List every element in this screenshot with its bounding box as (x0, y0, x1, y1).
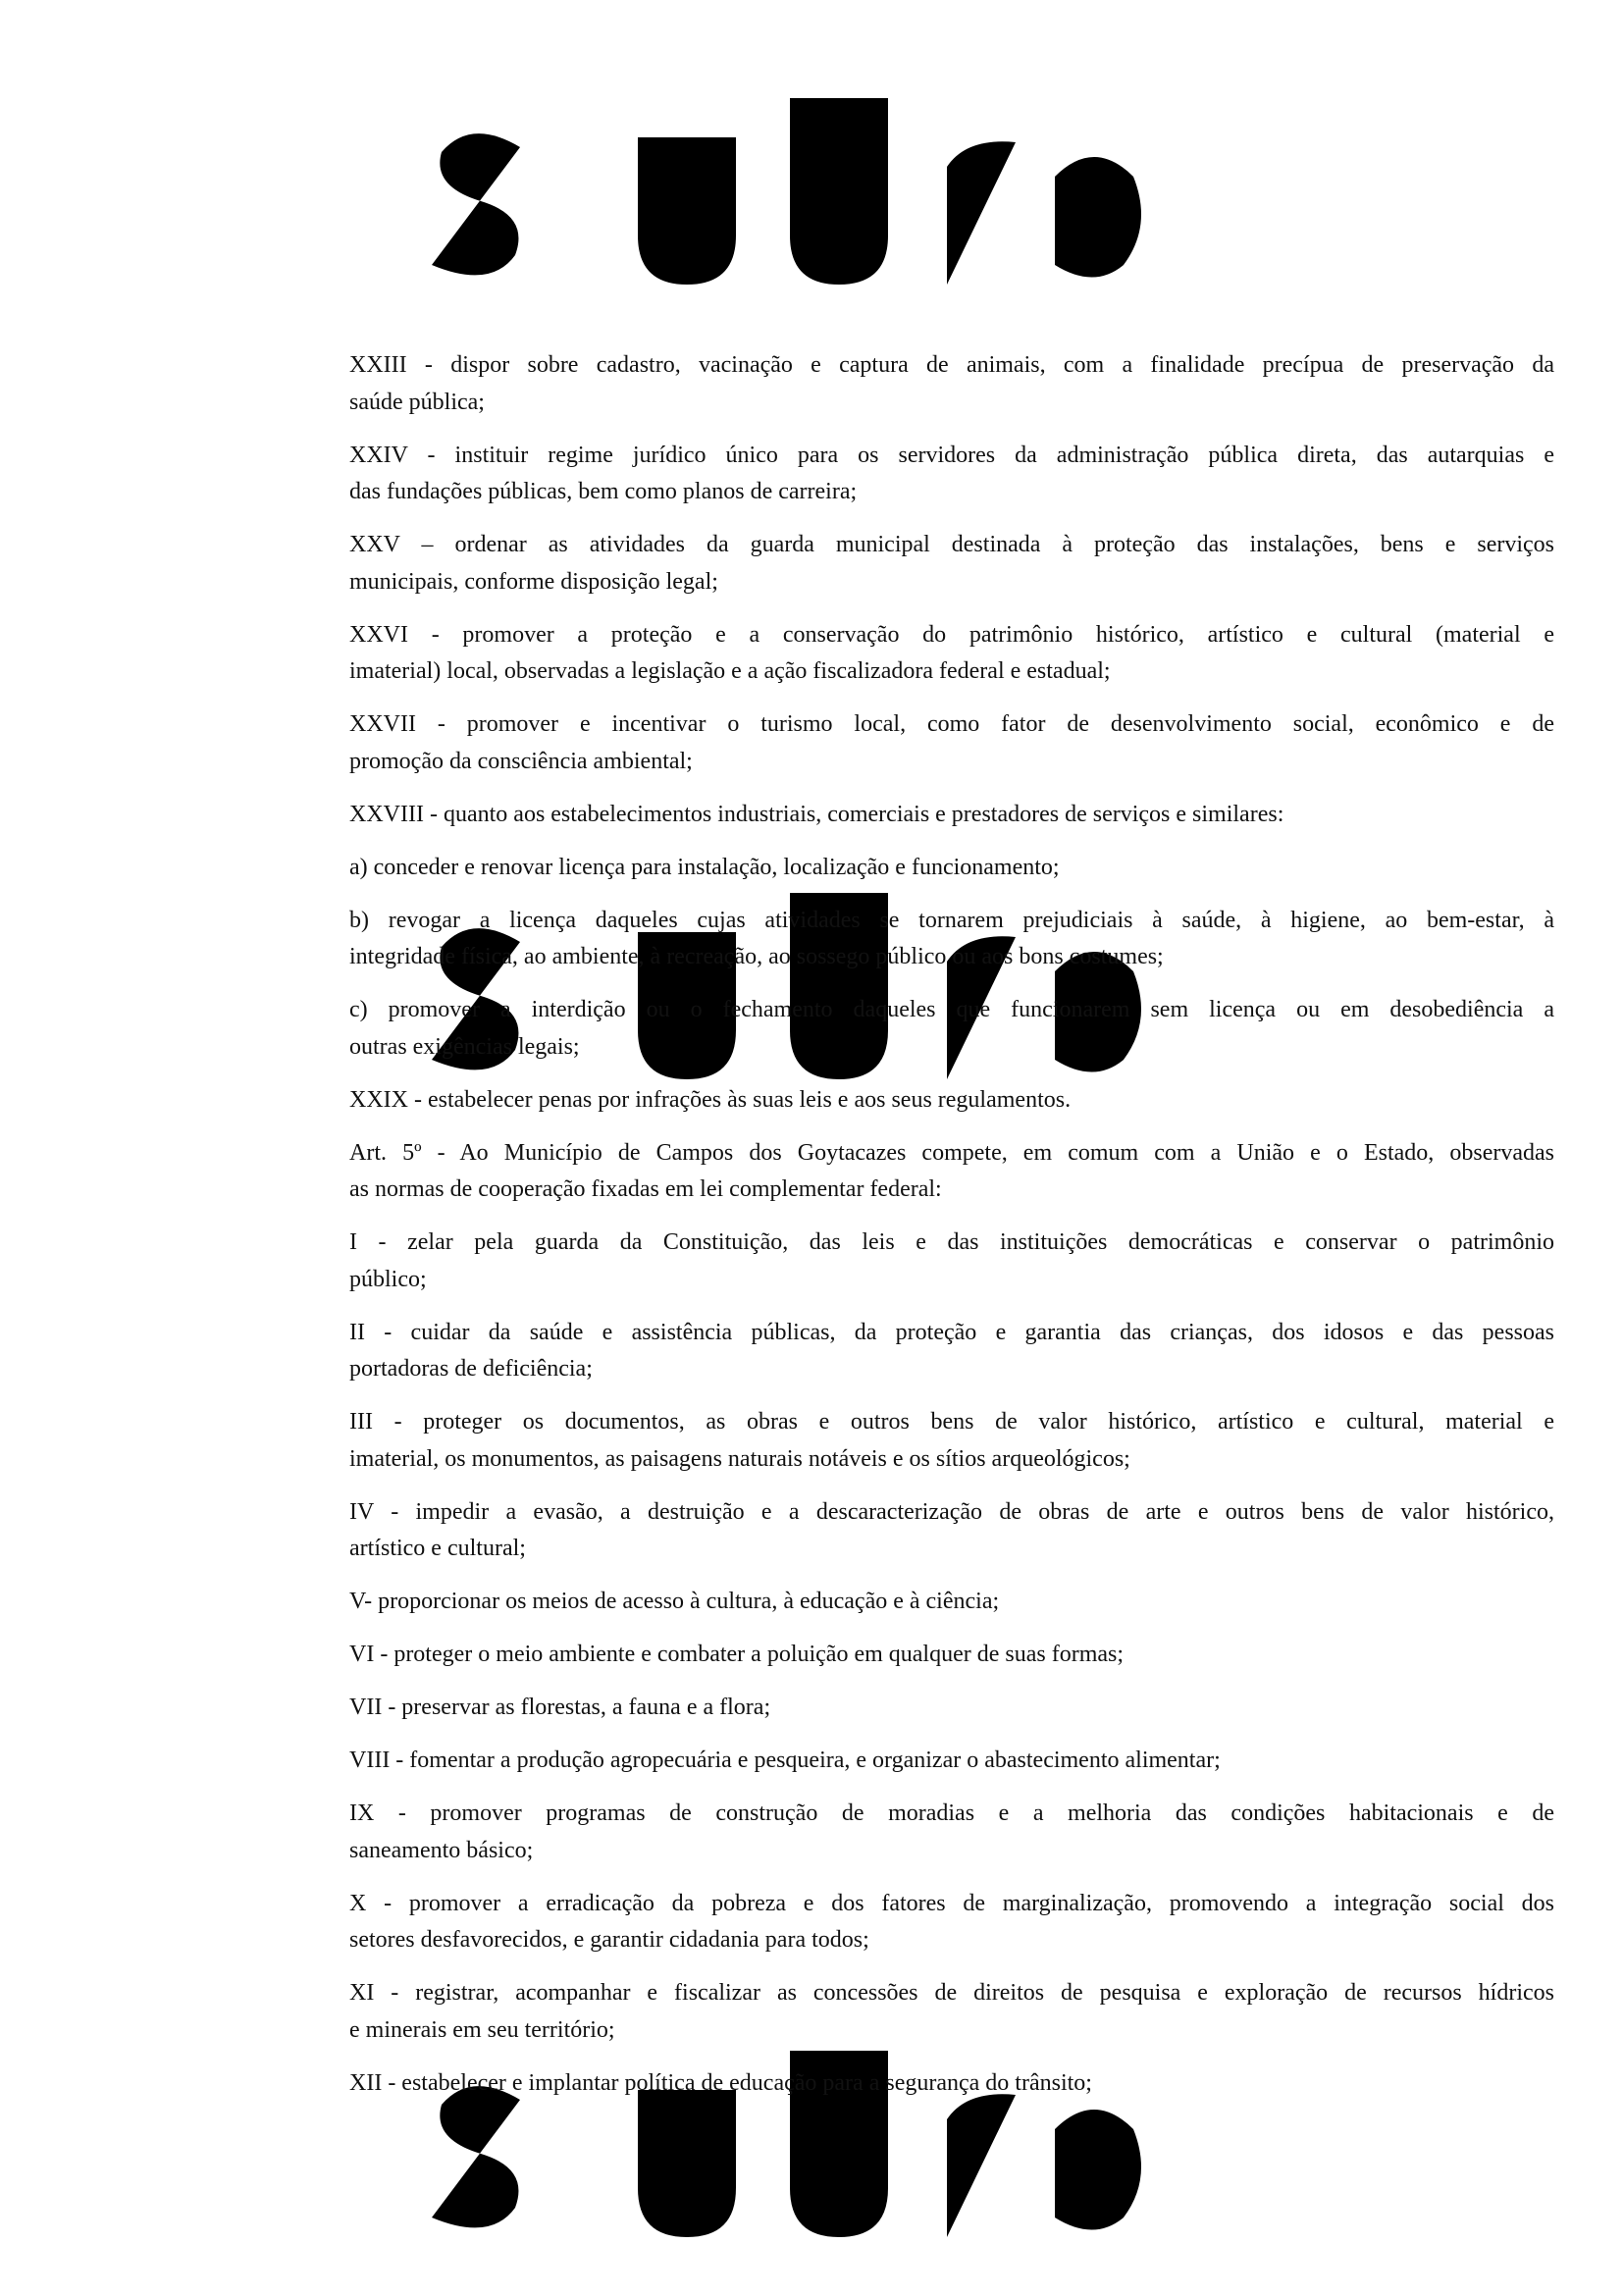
text-line: XXIII - dispor sobre cadastro, vacinação e captura de animais, com a finalidade precípua de preservação da (349, 352, 1554, 378)
text-line: III - proteger os documentos, as obras e outros bens de valor histórico, artístico e cultural, material e (349, 1409, 1554, 1435)
text-line: municipais, conforme disposição legal; (349, 568, 718, 595)
text-line: IX - promover programas de construção de moradias e a melhoria das condições habitacionais e de (349, 1800, 1554, 1826)
paragraph (349, 438, 1554, 511)
text-line: IV - impedir a evasão, a destruição e a descaracterização de obras de arte e outros bens de valor histórico, (349, 1498, 1554, 1525)
text-line: c) promover a interdição ou o fechamento daqueles que funcionarem sem licença ou em desobediência a (349, 997, 1554, 1022)
text-line: XII - estabelecer e implantar política de educação para a segurança do trânsito; (349, 2069, 1092, 2096)
text-line: XXV – ordenar as atividades da guarda municipal destinada à proteção das instalações, bens e serviços (349, 532, 1554, 557)
paragraph (349, 1690, 1554, 1727)
paragraph (349, 2065, 1554, 2103)
document-body (349, 347, 1554, 2118)
text-line: artístico e cultural; (349, 1536, 526, 1561)
text-line: imaterial) local, observadas a legislação e a ação fiscalizadora federal e estadual; (349, 658, 1111, 684)
text-line: XI - registrar, acompanhar e fiscalizar as concessões de direitos de pesquisa e exploração de recursos hídricos (349, 1980, 1554, 2006)
text-line: VII - preservar as florestas, a fauna e a flora; (349, 1695, 771, 1720)
text-line: portadoras de deficiência; (349, 1356, 593, 1382)
text-line: XXIX - estabelecer penas por infrações às suas leis e aos seus regulamentos. (349, 1086, 1072, 1113)
text-line: XXVIII - quanto aos estabelecimentos industriais, comerciais e prestadores de serviços e similares: (349, 801, 1284, 827)
text-line: I - zelar pela guarda da Constituição, das leis e das instituições democráticas e conservar o patrimônio (349, 1229, 1554, 1255)
text-line: V- proporcionar os meios de acesso à cultura, à educação e à ciência; (349, 1589, 1000, 1614)
text-line: VIII - fomentar a produção agropecuária e pesqueira, e organizar o abastecimento alimentar; (349, 1748, 1221, 1773)
paragraph (349, 1315, 1554, 1388)
paragraph (349, 992, 1554, 1066)
text-line: Art. 5º - Ao Município de Campos dos Goytacazes compete, em comum com a União e o Estado, observadas (349, 1139, 1554, 1166)
watermark-logo (412, 78, 1227, 343)
paragraph (349, 527, 1554, 600)
paragraph (349, 797, 1554, 834)
paragraph (349, 1975, 1554, 2049)
text-line: outras exigências legais; (349, 1033, 580, 1060)
paragraph (349, 1225, 1554, 1298)
text-line: saneamento básico; (349, 1837, 534, 1863)
paragraph (349, 1404, 1554, 1478)
paragraph (349, 617, 1554, 691)
paragraph (349, 850, 1554, 887)
text-line: b) revogar a licença daqueles cujas atividades se tornarem prejudiciais à saúde, à higiene, ao bem-estar, à (349, 907, 1554, 933)
text-line: VI - proteger o meio ambiente e combater a poluição em qualquer de suas formas; (349, 1642, 1125, 1667)
paragraph (349, 1796, 1554, 1869)
text-line: XXVI - promover a proteção e a conservação do patrimônio histórico, artístico e cultural (material e (349, 621, 1554, 648)
paragraph (349, 1743, 1554, 1780)
text-line: II - cuidar da saúde e assistência públicas, da proteção e garantia das crianças, dos idosos e das pessoas (349, 1319, 1554, 1345)
text-line: XXIV - instituir regime jurídico único para os servidores da administração pública direta, das autarquias e (349, 442, 1554, 468)
text-line: e minerais em seu território; (349, 2016, 615, 2043)
text-line: setores desfavorecidos, e garantir cidadania para todos; (349, 1927, 869, 1953)
text-line: as normas de cooperação fixadas em lei complementar federal: (349, 1176, 942, 1202)
paragraph (349, 1135, 1554, 1209)
text-line: XXVII - promover e incentivar o turismo local, como fator de desenvolvimento social, econômico e de (349, 711, 1554, 737)
text-line: integridade física, ao ambiente, à recreação, ao sossego público ou aos bons costumes; (349, 944, 1164, 969)
text-line: saúde pública; (349, 389, 485, 415)
paragraph (349, 1584, 1554, 1621)
paragraph (349, 706, 1554, 780)
paragraph (349, 1637, 1554, 1674)
paragraph (349, 1082, 1554, 1120)
text-line: público; (349, 1266, 427, 1292)
paragraph (349, 347, 1554, 421)
text-line: imaterial, os monumentos, as paisagens naturais notáveis e os sítios arqueológicos; (349, 1445, 1130, 1472)
text-line: das fundações públicas, bem como planos de carreira; (349, 479, 858, 504)
paragraph (349, 1494, 1554, 1568)
paragraph (349, 1886, 1554, 1959)
text-line: promoção da consciência ambiental; (349, 748, 693, 774)
text-line: X - promover a erradicação da pobreza e dos fatores de marginalização, promovendo a integração social dos (349, 1890, 1554, 1916)
paragraph (349, 903, 1554, 976)
text-line: a) conceder e renovar licença para instalação, localização e funcionamento; (349, 854, 1060, 880)
